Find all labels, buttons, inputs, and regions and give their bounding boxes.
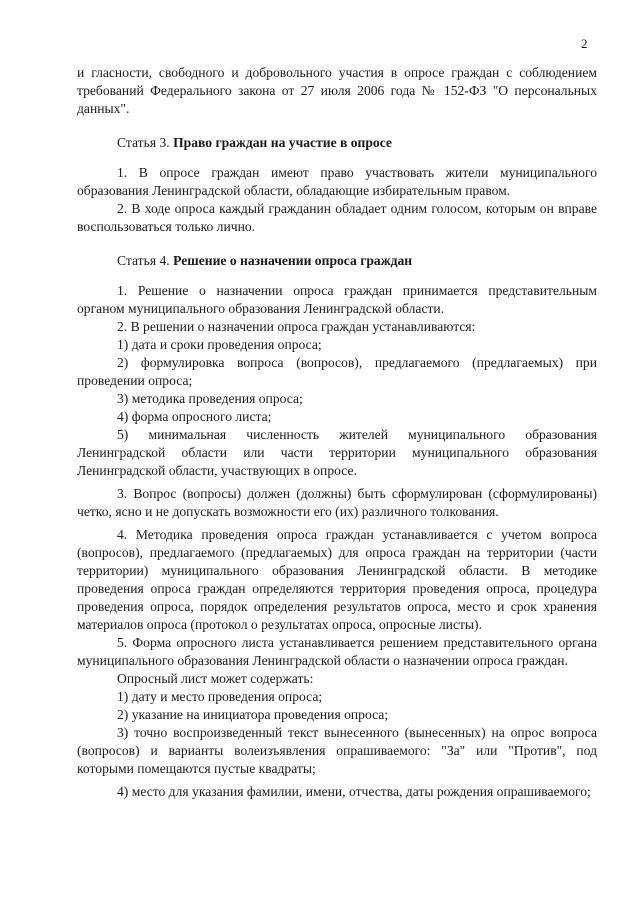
article-4-list-item: 3) методика проведения опроса; bbox=[117, 391, 303, 406]
article-4-list-item: 1) дату и место проведения опроса; bbox=[117, 689, 323, 704]
article-4-heading bbox=[77, 252, 597, 270]
article-4-paragraph: 3. Вопрос (вопросы) должен (должны) быть сформулирован (сформулированы) четко, ясно и не допускать возможности его (их) различного толкования. bbox=[77, 486, 597, 519]
article-3-heading bbox=[77, 134, 597, 152]
article-4-list-item: 4) форма опросного листа; bbox=[117, 409, 272, 424]
article-4-list-item: 5) минимальная численность жителей муниципального образования Ленинградской области или части территории муниципального образования Ленинградской области, участвующих в опросе. bbox=[77, 427, 597, 478]
article-4-list-item: 4) место для указания фамилии, имени, отчества, даты рождения опрашиваемого; bbox=[117, 784, 591, 799]
article-3-prefix: Статья 3. bbox=[117, 135, 170, 150]
article-3-paragraph: 1. В опросе граждан имеют право участвовать жители муниципального образования Ленинградской области, обладающие избирательным правом. bbox=[77, 165, 597, 198]
article-3-title: Право граждан на участие в опросе bbox=[173, 135, 392, 150]
article-4-list-item: 2) указание на инициатора проведения опроса; bbox=[117, 707, 389, 722]
article-4-paragraph: Опросный лист может содержать: bbox=[117, 671, 314, 686]
article-4-prefix: Статья 4. bbox=[117, 253, 170, 268]
article-4-title: Решение о назначении опроса граждан bbox=[173, 253, 413, 268]
intro-paragraph: и гласности, свободного и добровольного участия в опросе граждан с соблюдением требований Федерального закона от 27 июля 2006 года № 152-ФЗ "О персональных данных". bbox=[77, 65, 597, 116]
article-4-list-item: 2) формулировка вопроса (вопросов), предлагаемого (предлагаемых) при проведении опроса; bbox=[77, 355, 597, 388]
article-4-list-item: 3) точно воспроизведенный текст вынесенного (вынесенных) на опрос вопроса (вопросов) и варианты волеизъявления опрашиваемого: "За" или "Против", под которыми помещаются пустые квадраты; bbox=[77, 725, 597, 776]
article-4-paragraph: 5. Форма опросного листа устанавливается решением представительного органа муниципального образования Ленинградской области о назначении опроса граждан. bbox=[77, 635, 597, 668]
article-4-paragraph: 1. Решение о назначении опроса граждан принимается представительным органом муниципального образования Ленинградской области. bbox=[77, 283, 597, 316]
article-4-list-item: 1) дата и сроки проведения опроса; bbox=[117, 337, 322, 352]
article-4-paragraph: 4. Методика проведения опроса граждан устанавливается с учетом вопроса (вопросов), предлагаемого (предлагаемых) для опроса граждан на территории (части территории) муниципального образования Ленинградской области. В методике проведения опроса граждан определяются территория проведения опроса, процедура проведения опроса, порядок определения результатов опроса, место и срок хранения материалов опроса (протокол о результатах опроса, опросные листы). bbox=[77, 527, 597, 632]
document-body bbox=[77, 64, 597, 801]
article-3-paragraph: 2. В ходе опроса каждый гражданин обладает одним голосом, которым он вправе воспользоваться только лично. bbox=[77, 201, 597, 234]
page-number: 2 bbox=[581, 36, 588, 51]
article-4-paragraph: 2. В решении о назначении опроса граждан устанавливаются: bbox=[117, 319, 476, 334]
